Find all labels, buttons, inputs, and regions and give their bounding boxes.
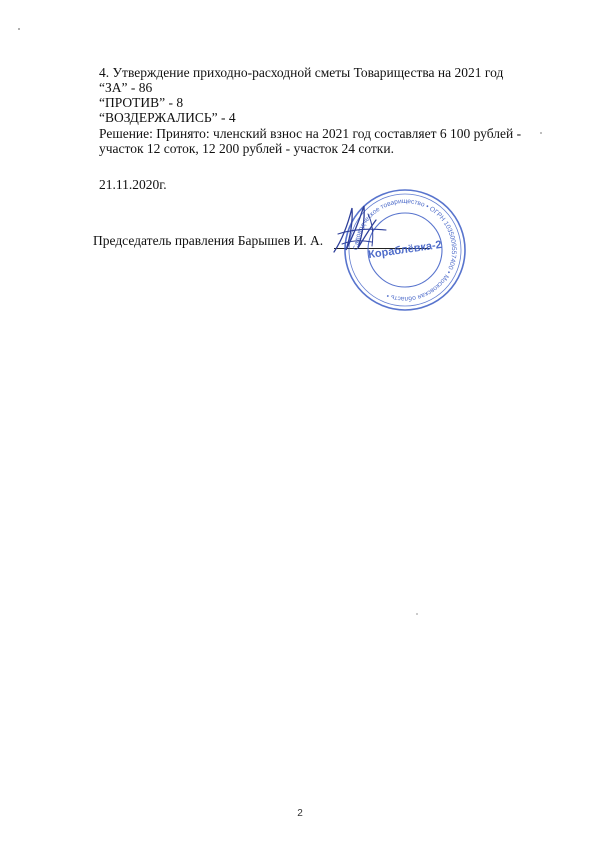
decision-text-line-2: участок 12 соток, 12 200 рублей - участок 24 сотки.	[99, 141, 394, 156]
vote-for: “ЗА” - 86	[99, 80, 153, 95]
agenda-item-title: 4. Утверждение приходно-расходной сметы Товарищества на 2021 год	[99, 65, 504, 80]
chairman-signature-label: Председатель правления Барышев И. А.	[93, 233, 324, 248]
stamp-ring-text: Садоводческое товарищество • ОГРН 1035009557400 • Московская область •	[352, 197, 458, 303]
handwritten-signature	[328, 200, 398, 260]
scan-speck	[540, 132, 542, 134]
page-number: 2	[297, 808, 303, 819]
vote-abstain: “ВОЗДЕРЖАЛИСЬ” - 4	[99, 110, 236, 125]
document-date: 21.11.2020г.	[99, 177, 167, 192]
stamp-center-text: Кораблёвка-2	[367, 238, 443, 262]
scan-speck	[18, 28, 20, 30]
vote-against: “ПРОТИВ” - 8	[99, 95, 184, 110]
scan-speck	[416, 613, 418, 615]
decision-text-line-1: Решение: Принято: членский взнос на 2021 год составляет 6 100 рублей -	[99, 126, 522, 141]
